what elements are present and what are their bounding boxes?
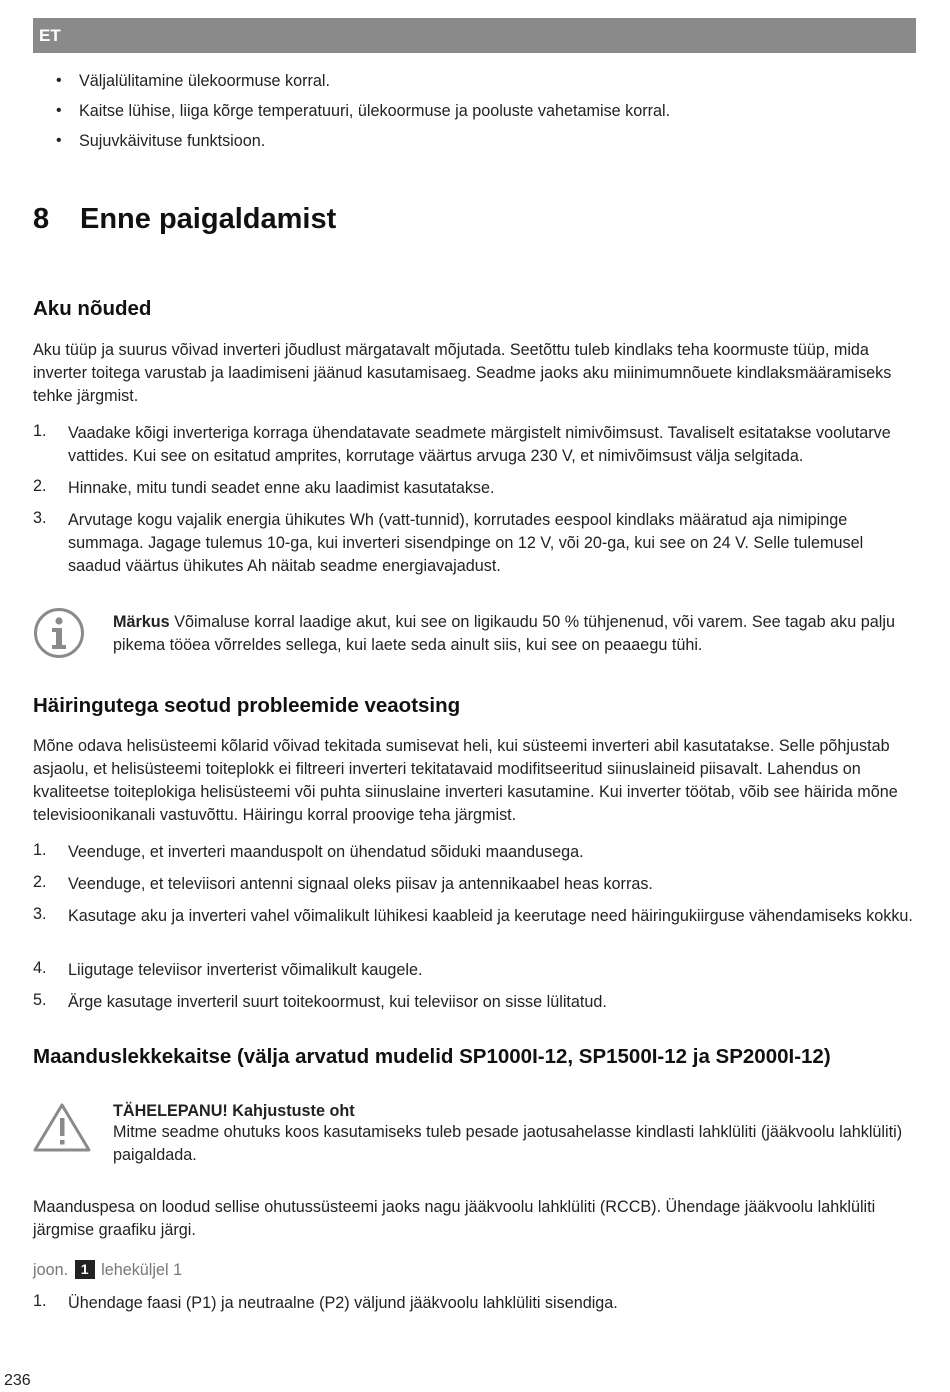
- battery-paragraph: Aku tüüp ja suurus võivad inverteri jõudlust märgatavalt mõjutada. Seetõttu tuleb kindlaks teha koormuste tüüp, mida inverter toitega varustab ja laadimiseni jäänud kasutamisaeg. Seadme jaoks aku miinimumnõuete kindlaksmääramiseks tehke järgmist.: [33, 341, 892, 405]
- list-number: 4.: [33, 959, 47, 977]
- list-item-text: Vaadake kõigi inverteriga korraga ühendatavate seadmete märgistelt nimivõimsust. Tavaliselt esitatakse voolutarve vattides. Kui see on esitatud amprites, korrutage väärtus arvuga 230 V, et nimivõimsust välja selgitada.: [68, 424, 891, 465]
- figure-ref-suffix: leheküljel 1: [101, 1261, 183, 1279]
- list-item-text: Veenduge, et inverteri maanduspolt on ühendatud sõiduki maandusega.: [68, 843, 584, 861]
- bullet-dot: •: [56, 132, 62, 149]
- chapter-number: 8: [33, 203, 50, 235]
- list-item-text: Liigutage televiisor inverterist võimalikult kaugele.: [68, 961, 423, 979]
- list-number: 1.: [33, 841, 47, 859]
- bullet-dot: •: [56, 72, 62, 89]
- section-heading-battery: Aku nõuded: [33, 297, 152, 320]
- list-number: 1.: [33, 1292, 47, 1310]
- list-number: 3.: [33, 905, 47, 923]
- list-item-text: Väljalülitamine ülekoormuse korral.: [79, 72, 331, 90]
- warning-block: [113, 1101, 913, 1167]
- language-header: ET: [33, 18, 916, 53]
- figure-ref-prefix: joon.: [33, 1261, 69, 1279]
- section-heading-interference: Häiringutega seotud probleemide veaotsing: [33, 694, 461, 717]
- interference-paragraph: Mõne odava helisüsteemi kõlarid võivad tekitada sumisevat heli, kui süsteemi inverteri abil kasutatakse. Selle põhjustab asjaolu, et helisüsteemi toiteplokk ei filtreeri inverteri tekitatavaid modifitseeritud siinuslaineid piisavalt. Lahendus on kvaliteetse toiteplokiga helisüsteemi või puhta siinuslaine inverteri kasutamine. Kui inverter töötab, võib see häirida mõne televisioonikanali vastuvõttu. Häiringu korral proovige teha järgmist.: [33, 737, 898, 824]
- page-number: 236: [4, 1372, 31, 1389]
- list-item-text: Hinnake, mitu tundi seadet enne aku laadimist kasutatakse.: [68, 479, 495, 497]
- list-item-text: Veenduge, et televiisori antenni signaal oleks piisav ja antennikaabel heas korras.: [68, 875, 653, 893]
- note-text: Võimaluse korral laadige akut, kui see on ligikaudu 50 % tühjenenud, või varem. See tagab aku palju pikema tööea võrreldes sellega, kui laete seda ainult siis, kui see on peaaegu tühi.: [113, 613, 895, 654]
- list-number: 2.: [33, 873, 47, 891]
- list-number: 3.: [33, 509, 47, 527]
- bullet-dot: •: [56, 102, 62, 119]
- chapter-title: Enne paigaldamist: [80, 203, 337, 235]
- chapter-heading: [33, 203, 336, 236]
- section-heading-ground-fault: Maanduslekkekaitse (välja arvatud mudelid SP1000I-12, SP1500I-12 ja SP2000I-12): [33, 1045, 831, 1068]
- list-number: 2.: [33, 477, 47, 495]
- list-item-text: Sujuvkäivituse funktsioon.: [79, 132, 266, 150]
- list-item-text: Arvutage kogu vajalik energia ühikutes Wh (vatt-tunnid), korrutades eespool kindlaks määratud aja nimipinge summaga. Jagage tulemus 10-ga, kui inverteri sisendpinge on 12 V, või 20-ga, kui see on 24 V. Selle tulemusel saadud väärtus ühikutes Ah näitab seadme energiavajadust.: [68, 511, 864, 575]
- warning-title: TÄHELEPANU! Kahjustuste oht: [113, 1102, 355, 1120]
- list-item-text: Ärge kasutage inverteril suurt toitekoormust, kui televiisor on sisse lülitatud.: [68, 993, 607, 1011]
- list-number: 1.: [33, 422, 47, 440]
- list-item-text: Ühendage faasi (P1) ja neutraalne (P2) väljund jääkvoolu lahklüliti sisendiga.: [68, 1294, 618, 1312]
- ground-fault-paragraph: Maanduspesa on loodud sellise ohutussüsteemi jaoks nagu jääkvoolu lahklüliti (RCCB). Ühendage jääkvoolu lahklüliti järgmise graafiku järgi.: [33, 1198, 876, 1239]
- list-item-text: Kasutage aku ja inverteri vahel võimalikult lühikesi kaableid ja keerutage need häiringukiirguse vähendamiseks kokku.: [68, 907, 913, 925]
- note-label: Märkus: [113, 613, 170, 631]
- warning-icon: [31, 1101, 93, 1153]
- info-icon: [33, 607, 85, 659]
- warning-text: Mitme seadme ohutuks koos kasutamiseks tuleb pesade jaotusahelasse kindlasti lahklüliti (jääkvoolu lahklüliti) paigaldada.: [113, 1123, 903, 1164]
- figure-reference: [33, 1260, 182, 1280]
- list-number: 5.: [33, 991, 47, 1009]
- list-item-text: Kaitse lühise, liiga kõrge temperatuuri, ülekoormuse ja pooluste vahetamise korral.: [79, 102, 671, 120]
- note-block: [113, 611, 913, 657]
- figure-number-box: 1: [75, 1260, 95, 1279]
